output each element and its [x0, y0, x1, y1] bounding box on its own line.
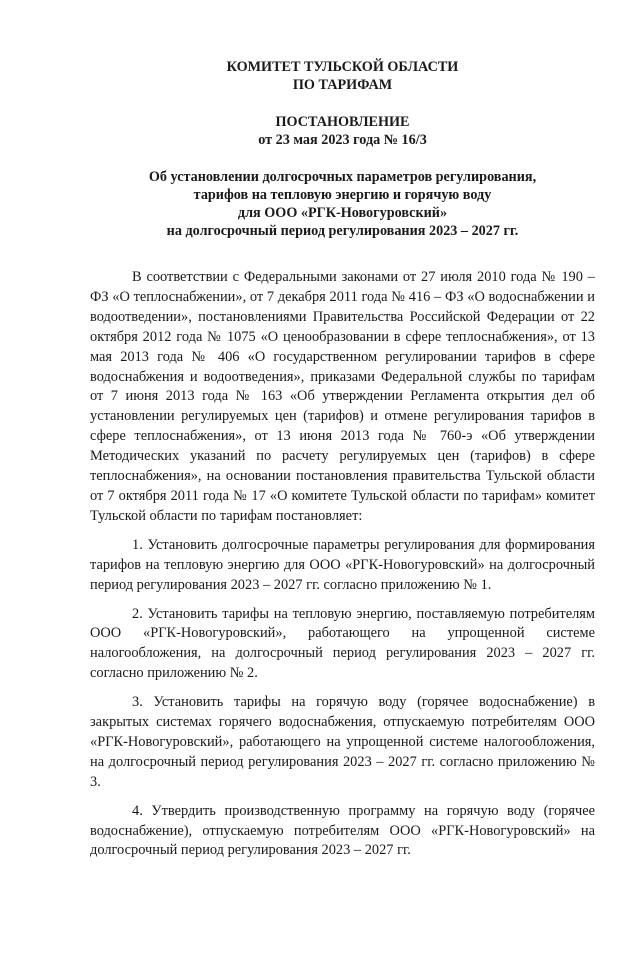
doc-date: от 23 мая 2023 года № 16/3: [258, 132, 427, 148]
title-line-1: Об установлении долгосрочных параметров регулирования,: [148, 169, 537, 185]
document-title: [90, 168, 595, 240]
org-line-1: КОМИТЕТ ТУЛЬСКОЙ ОБЛАСТИ: [226, 59, 459, 75]
org-line-2: ПО ТАРИФАМ: [292, 77, 393, 93]
resolution-header: [90, 113, 595, 149]
title-line-3: для ООО «РГК-Новогуровский»: [237, 205, 448, 221]
doc-type: ПОСТАНОВЛЕНИЕ: [275, 114, 410, 130]
issuing-organization: [90, 58, 595, 94]
document-page: [0, 58, 640, 963]
title-line-4: на долгосрочный период регулирования 2023 – 2027 гг.: [166, 223, 519, 239]
clause-2: 2. Установить тарифы на тепловую энергию, поставляемую потребителям ООО «РГК-Новогуровский», работающего на упрощенной системе налогообложения, на долгосрочный период регулирования 2023 – 2027 гг. согласно приложению № 2.: [90, 605, 595, 682]
clause-1: 1. Установить долгосрочные параметры регулирования для формирования тарифов на тепловую энергию для ООО «РГК-Новогуровский» на долгосрочный период регулирования 2023 – 2027 гг. согласно приложению № 1.: [90, 536, 595, 593]
clause-4: 4. Утвердить производственную программу на горячую воду (горячее водоснабжение), отпускаемую потребителям ООО «РГК-Новогуровский» на долгосрочный период регулирования 2023 – 2027 гг.: [90, 802, 595, 859]
document-body: [90, 268, 595, 861]
preamble-paragraph: В соответствии с Федеральными законами от 27 июля 2010 года № 190 – ФЗ «О теплоснабжении», от 7 декабря 2011 года № 416 – ФЗ «О водоснабжении и водоотведении», постановлениями Правительства Российской Федерации от 22 октября 2012 года № 1075 «О ценообразовании в сфере теплоснабжения», от 13 мая 2013 года № 406 «О государственном регулировании тарифов в сфере водоснабжения и водоотведения», приказами Федеральной службы по тарифам от 7 июня 2013 года № 163 «Об утверждении Регламента открытия дел об установлении регулируемых цен (тарифов) и отмене регулирования тарифов в сфере теплоснабжения», от 13 июня 2013 года № 760-э «Об утверждении Методических указаний по расчету регулируемых цен (тарифов) в сфере теплоснабжения», на основании постановления правительства Тульской области от 7 октября 2011 года № 17 «О комитете Тульской области по тарифам» комитет Тульской области по тарифам постановляет:: [90, 269, 595, 524]
clause-3: 3. Установить тарифы на горячую воду (горячее водоснабжение) в закрытых системах горячего водоснабжения, отпускаемую потребителям ООО «РГК-Новогуровский», работающего на упрощенной системе налогообложения, на долгосрочный период регулирования 2023 – 2027 гг. согласно приложению № 3.: [90, 694, 595, 790]
title-line-2: тарифов на тепловую энергию и горячую воду: [193, 187, 492, 203]
